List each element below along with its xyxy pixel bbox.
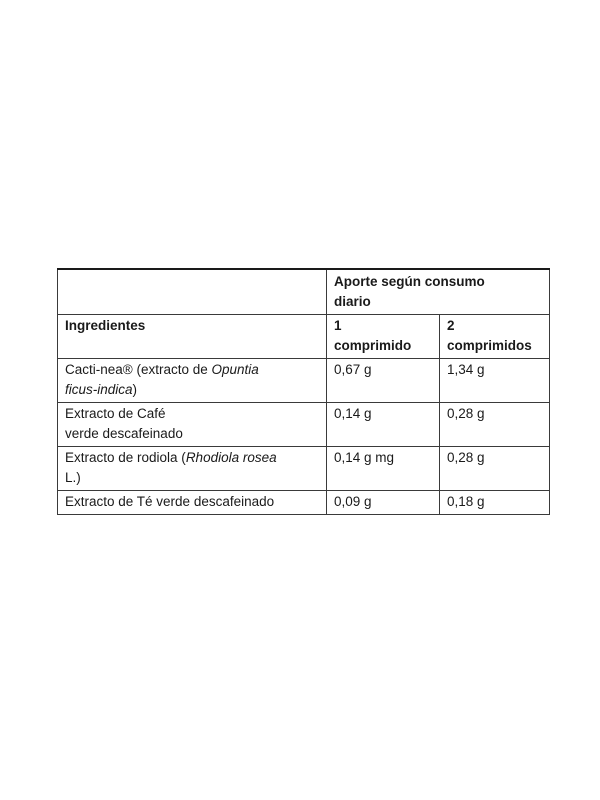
ingredient-name-line2: verde descafeinado [65,426,183,441]
two-tablets-unit: comprimidos [447,338,532,353]
ingredient-name-cell: Extracto de Té verde descafeinado [58,491,327,515]
two-tablets-value: 1,34 g [440,359,550,403]
one-tablet-header [327,315,440,359]
table-row [58,491,550,515]
daily-intake-header-line1: Aporte según consumo [334,274,485,289]
ingredient-name-italic: Rhodiola rosea [185,450,277,465]
two-tablets-value: 0,18 g [440,491,550,515]
one-tablet-unit: comprimido [334,338,412,353]
two-tablets-number: 2 [447,318,455,333]
ingredient-name-line1: Extracto de Café [65,406,166,421]
ingredients-table [57,268,550,515]
ingredient-name-cell [58,403,327,447]
ingredient-name-cell [58,447,327,491]
one-tablet-value: 0,14 g [327,403,440,447]
ingredient-name-cell [58,359,327,403]
ingredient-name-part: Cacti-nea® (extracto de [65,362,212,377]
table-row [58,359,550,403]
two-tablets-value: 0,28 g [440,447,550,491]
two-tablets-header [440,315,550,359]
daily-intake-header [327,269,550,315]
table-row [58,447,550,491]
one-tablet-value: 0,67 g [327,359,440,403]
one-tablet-number: 1 [334,318,342,333]
ingredient-name-line2: L.) [65,470,81,485]
ingredient-name-italic-line2: ficus-indica [65,382,133,397]
ingredients-header: Ingredientes [58,315,327,359]
ingredient-name-italic: Opuntia [211,362,259,377]
two-tablets-value: 0,28 g [440,403,550,447]
table-row [58,403,550,447]
ingredient-name-line2-rest: ) [132,382,138,397]
table-header-row [58,315,550,359]
daily-intake-header-line2: diario [334,294,371,309]
table-header-group-row [58,269,550,315]
empty-header-cell [58,269,327,315]
ingredient-name-part: Extracto de rodiola ( [65,450,186,465]
one-tablet-value: 0,09 g [327,491,440,515]
one-tablet-value: 0,14 g mg [327,447,440,491]
